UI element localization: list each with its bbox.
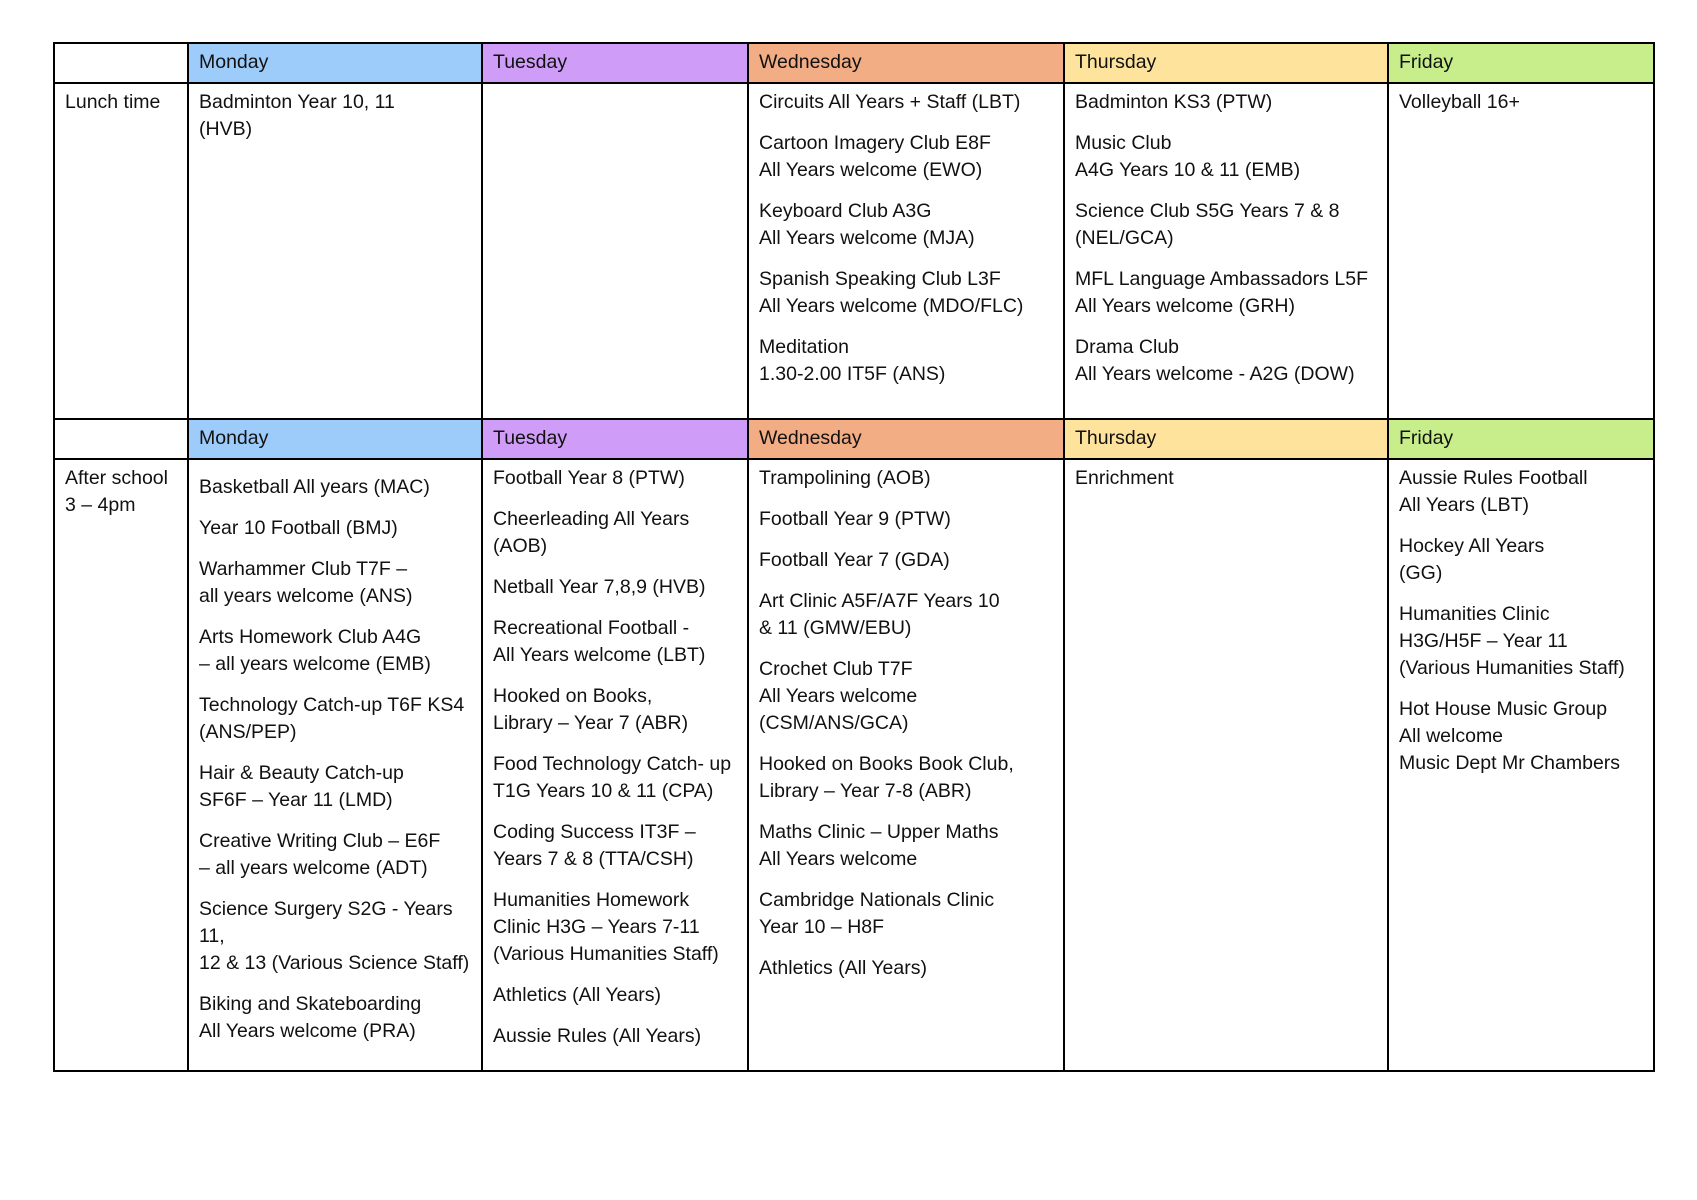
activity-line: all years welcome (ANS) (199, 585, 413, 607)
activity-line: (Various Humanities Staff) (493, 943, 719, 965)
activity-entry (493, 1023, 738, 1050)
activity-line: (HVB) (199, 118, 253, 140)
activity-entry (493, 887, 738, 968)
activity-line: (NEL/GCA) (1075, 227, 1174, 249)
day-header-tuesday: Tuesday (482, 43, 748, 83)
lunch-wednesday-cell (748, 83, 1064, 419)
activity-line: Creative Writing Club – E6F (199, 830, 441, 852)
activity-line: Football Year 9 (PTW) (759, 508, 951, 530)
activity-line: All Years welcome (MJA) (759, 227, 975, 249)
row-label-lunch (54, 83, 188, 419)
activity-line: Biking and Skateboarding (199, 993, 422, 1015)
activity-entry (199, 89, 472, 143)
activity-entry (759, 751, 1054, 805)
activity-entry (199, 474, 472, 501)
after-school-row (54, 459, 1654, 1071)
activity-entry (759, 334, 1054, 388)
activity-line: Science Surgery S2G - Years 11, (199, 898, 453, 947)
activity-line: Food Technology Catch- up (493, 753, 732, 775)
day-header-friday-after: Friday (1388, 419, 1654, 459)
row-label-line: 3 – 4pm (65, 494, 136, 516)
activity-line: Trampolining (AOB) (759, 467, 931, 489)
activity-entry (1075, 198, 1378, 252)
activity-entry (759, 547, 1054, 574)
activity-line: – all years welcome (ADT) (199, 857, 428, 879)
activity-entry (1399, 696, 1644, 777)
activity-line: All Years welcome (GRH) (1075, 295, 1295, 317)
activity-line: T1G Years 10 & 11 (CPA) (493, 780, 714, 802)
activity-entry (1075, 266, 1378, 320)
activity-line: Aussie Rules Football (1399, 467, 1588, 489)
activity-line: Drama Club (1075, 336, 1180, 358)
activity-entry (1399, 465, 1644, 519)
activity-line: 1.30-2.00 IT5F (ANS) (759, 363, 946, 385)
activity-line: Football Year 7 (GDA) (759, 549, 950, 571)
activity-entry (759, 89, 1054, 116)
activity-line: Spanish Speaking Club L3F (759, 268, 1001, 290)
activity-line: All Years welcome (PRA) (199, 1020, 416, 1042)
activity-line: Arts Homework Club A4G (199, 626, 422, 648)
activity-entry (1399, 533, 1644, 587)
activity-line: All Years welcome (MDO/FLC) (759, 295, 1024, 317)
activity-line: MFL Language Ambassadors L5F (1075, 268, 1369, 290)
header-row-lunch (54, 43, 1654, 83)
activity-line: Cartoon Imagery Club E8F (759, 132, 991, 154)
corner-cell-after (54, 419, 188, 459)
activity-line: Aussie Rules (All Years) (493, 1025, 702, 1047)
activity-entry (759, 198, 1054, 252)
club-timetable (53, 42, 1655, 1072)
activity-entry (199, 760, 472, 814)
activity-line: Netball Year 7,8,9 (HVB) (493, 576, 706, 598)
row-label-line: Lunch time (65, 91, 161, 113)
activity-entry (199, 991, 472, 1045)
after-friday-cell (1388, 459, 1654, 1071)
activity-line: All Years (LBT) (1399, 494, 1530, 516)
activity-line: A4G Years 10 & 11 (EMB) (1075, 159, 1301, 181)
activity-entry (1075, 334, 1378, 388)
activity-entry (199, 896, 472, 977)
activity-entry (199, 828, 472, 882)
activity-line: All Years welcome (EWO) (759, 159, 983, 181)
row-label-line: After school (65, 467, 168, 489)
activity-line: Library – Year 7-8 (ABR) (759, 780, 972, 802)
activity-entry (493, 819, 738, 873)
after-thursday-cell (1064, 459, 1388, 1071)
corner-cell (54, 43, 188, 83)
activity-line: Science Club S5G Years 7 & 8 (1075, 200, 1340, 222)
activity-line: Music Club (1075, 132, 1172, 154)
activity-line: Years 7 & 8 (TTA/CSH) (493, 848, 694, 870)
activity-line: (Various Humanities Staff) (1399, 657, 1625, 679)
activity-line: (AOB) (493, 535, 548, 557)
activity-entry (1075, 130, 1378, 184)
after-tuesday-cell (482, 459, 748, 1071)
lunch-thursday-cell (1064, 83, 1388, 419)
after-wednesday-cell (748, 459, 1064, 1071)
lunch-row (54, 83, 1654, 419)
activity-line: Athletics (All Years) (759, 957, 927, 979)
activity-entry (759, 465, 1054, 492)
activity-line: Meditation (759, 336, 849, 358)
day-header-friday: Friday (1388, 43, 1654, 83)
activity-line: All Years welcome - A2G (DOW) (1075, 363, 1355, 385)
activity-line: Keyboard Club A3G (759, 200, 932, 222)
day-header-wednesday-after: Wednesday (748, 419, 1064, 459)
lunch-friday-cell (1388, 83, 1654, 419)
activity-line: Coding Success IT3F – (493, 821, 696, 843)
activity-line: Hair & Beauty Catch-up (199, 762, 404, 784)
activity-line: All Years welcome (759, 685, 918, 707)
header-row-after (54, 419, 1654, 459)
activity-entry (199, 515, 472, 542)
activity-line: All Years welcome (759, 848, 918, 870)
activity-entry (759, 130, 1054, 184)
activity-entry (1399, 89, 1644, 116)
activity-line: (GG) (1399, 562, 1443, 584)
activity-line: Football Year 8 (PTW) (493, 467, 685, 489)
activity-line: Cambridge Nationals Clinic (759, 889, 995, 911)
activity-line: Hooked on Books, (493, 685, 653, 707)
activity-entry (493, 465, 738, 492)
activity-line: Hockey All Years (1399, 535, 1545, 557)
activity-line: Recreational Football - (493, 617, 690, 639)
lunch-monday-cell (188, 83, 482, 419)
activity-line: Enrichment (1075, 467, 1174, 489)
activity-line: Art Clinic A5F/A7F Years 10 (759, 590, 1000, 612)
day-header-wednesday: Wednesday (748, 43, 1064, 83)
activity-line: Humanities Homework (493, 889, 690, 911)
after-monday-cell (188, 459, 482, 1071)
row-label-after-school (54, 459, 188, 1071)
activity-line: Clinic H3G – Years 7-11 (493, 916, 700, 938)
activity-line: Warhammer Club T7F – (199, 558, 408, 580)
activity-line: Hot House Music Group (1399, 698, 1608, 720)
activity-line: SF6F – Year 11 (LMD) (199, 789, 393, 811)
activity-entry (493, 982, 738, 1009)
activity-entry (1075, 89, 1378, 116)
activity-line: (ANS/PEP) (199, 721, 297, 743)
activity-line: (CSM/ANS/GCA) (759, 712, 909, 734)
activity-entry (1399, 601, 1644, 682)
activity-line: Circuits All Years + Staff (LBT) (759, 91, 1021, 113)
activity-entry (493, 506, 738, 560)
activity-line: Volleyball 16+ (1399, 91, 1520, 113)
activity-line: H3G/H5F – Year 11 (1399, 630, 1568, 652)
activity-entry (759, 955, 1054, 982)
activity-entry (493, 574, 738, 601)
activity-line: Humanities Clinic (1399, 603, 1550, 625)
activity-line: Basketball All years (MAC) (199, 476, 430, 498)
activity-entry (759, 819, 1054, 873)
day-header-monday: Monday (188, 43, 482, 83)
activity-entry (199, 624, 472, 678)
activity-entry (759, 656, 1054, 737)
activity-entry (493, 615, 738, 669)
day-header-thursday-after: Thursday (1064, 419, 1388, 459)
activity-line: Badminton KS3 (PTW) (1075, 91, 1273, 113)
activity-line: Hooked on Books Book Club, (759, 753, 1014, 775)
lunch-tuesday-cell (482, 83, 748, 419)
activity-line: Athletics (All Years) (493, 984, 661, 1006)
activity-line: Crochet Club T7F (759, 658, 913, 680)
activity-entry (759, 887, 1054, 941)
activity-line: Cheerleading All Years (493, 508, 690, 530)
activity-line: All welcome (1399, 725, 1504, 747)
activity-entry (759, 588, 1054, 642)
activity-entry (1075, 465, 1378, 492)
activity-entry (759, 266, 1054, 320)
activity-line: 12 & 13 (Various Science Staff) (199, 952, 470, 974)
activity-entry (493, 683, 738, 737)
activity-line: Music Dept Mr Chambers (1399, 752, 1621, 774)
activity-line: – all years welcome (EMB) (199, 653, 431, 675)
activity-entry (199, 692, 472, 746)
day-header-thursday: Thursday (1064, 43, 1388, 83)
activity-entry (759, 506, 1054, 533)
day-header-monday-after: Monday (188, 419, 482, 459)
activity-entry (199, 556, 472, 610)
activity-line: All Years welcome (LBT) (493, 644, 706, 666)
activity-line: Year 10 Football (BMJ) (199, 517, 398, 539)
activity-entry (493, 751, 738, 805)
activity-line: Year 10 – H8F (759, 916, 885, 938)
activity-line: Maths Clinic – Upper Maths (759, 821, 999, 843)
activity-line: & 11 (GMW/EBU) (759, 617, 912, 639)
activity-line: Badminton Year 10, 11 (199, 91, 395, 113)
activity-line: Library – Year 7 (ABR) (493, 712, 689, 734)
day-header-tuesday-after: Tuesday (482, 419, 748, 459)
activity-line: Technology Catch-up T6F KS4 (199, 694, 465, 716)
